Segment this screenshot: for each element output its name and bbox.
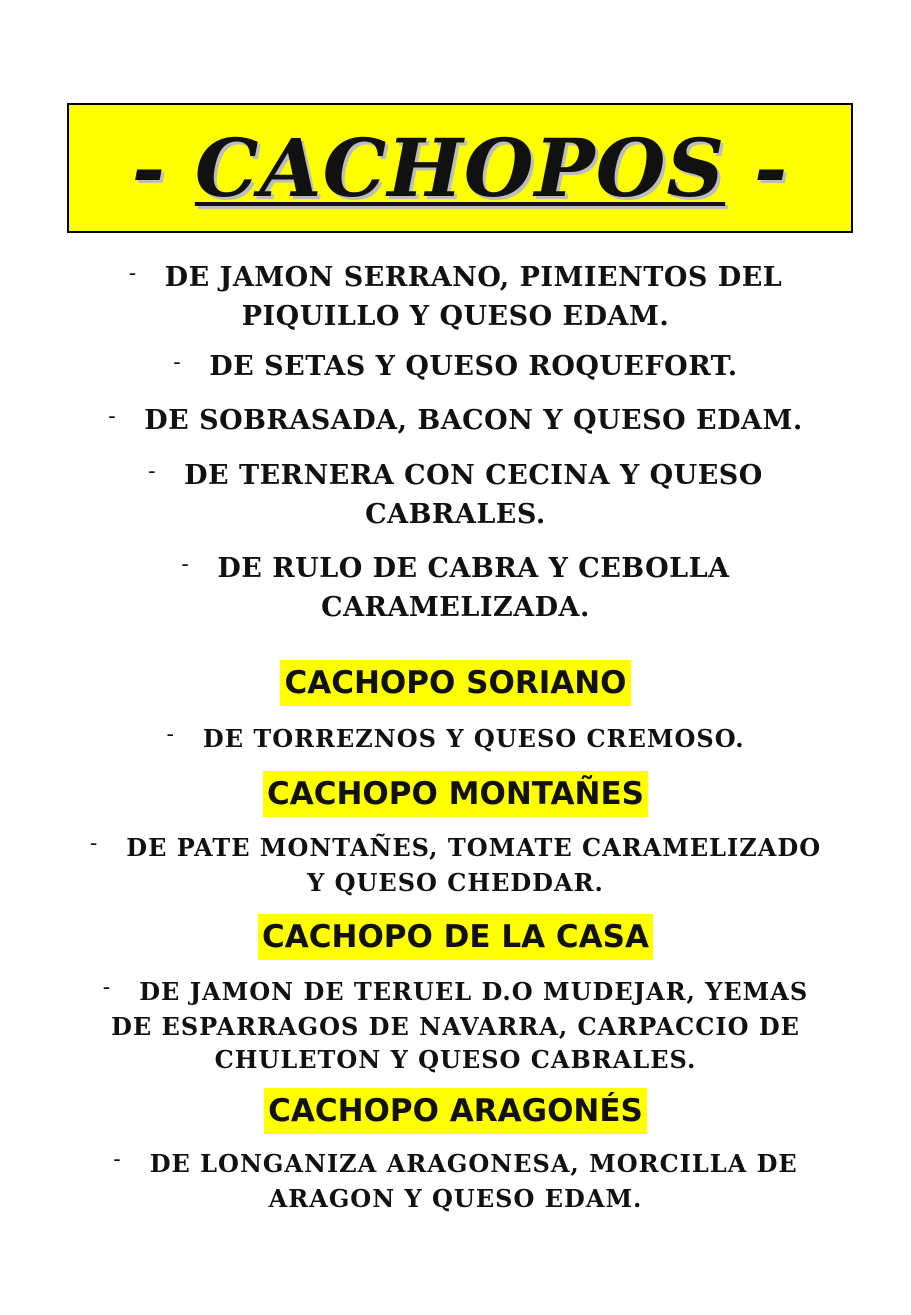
menu-item-text: DE SETAS Y QUESO ROQUEFORT. (209, 351, 738, 382)
page-title (132, 121, 788, 215)
menu-item-text: DE TERNERA CON CECINA Y QUESO CABRALES. (184, 460, 763, 530)
menu-item (40, 348, 871, 387)
menu-item-text: DE TORREZNOS Y QUESO CREMOSO. (202, 724, 745, 753)
menu-item-text: DE JAMON SERRANO, PIMIENTOS DEL PIQUILLO Y QUESO EDAM. (164, 262, 783, 332)
bullet-dash: - (108, 404, 117, 429)
menu-item-text: DE LONGANIZA ARAGONESA, MORCILLA DE ARAGON Y QUESO EDAM. (149, 1149, 798, 1213)
menu-item (40, 259, 871, 335)
title-word: CACHOPOS (194, 121, 726, 215)
bullet-dash: - (166, 722, 175, 747)
menu-item-text: DE PATE MONTAÑES, TOMATE CARAMELIZADO Y QUESO CHEDDAR. (126, 833, 822, 897)
menu-item (40, 457, 871, 533)
section-heading-soriano: CACHOPO SORIANO (0, 660, 911, 706)
menu-item (40, 1147, 871, 1215)
bullet-dash: - (181, 552, 190, 577)
menu-item (40, 975, 871, 1076)
section-heading-montanes: CACHOPO MONTAÑES (0, 771, 911, 817)
bullet-dash: - (173, 350, 182, 375)
title-left-dash: - (131, 121, 195, 215)
bullet-dash: - (102, 975, 112, 1000)
bullet-dash: - (113, 1147, 122, 1172)
title-banner (67, 103, 853, 233)
bullet-dash: - (89, 831, 99, 856)
section-heading-aragones: CACHOPO ARAGONÉS (0, 1088, 911, 1134)
menu-item (40, 831, 871, 899)
menu-item (40, 550, 871, 626)
section-heading-casa: CACHOPO DE LA CASA (0, 914, 911, 960)
title-right-dash: - (725, 121, 789, 215)
menu-item (40, 722, 871, 757)
bullet-dash: - (128, 261, 137, 286)
menu-item-text: DE RULO DE CABRA Y CEBOLLA CARAMELIZADA. (217, 553, 730, 623)
menu-item-text: DE SOBRASADA, BACON Y QUESO EDAM. (144, 405, 803, 436)
menu-item (40, 402, 871, 441)
bullet-dash: - (148, 459, 157, 484)
menu-item-text: DE JAMON DE TERUEL D.O MUDEJAR, YEMAS DE ESPARRAGOS DE NAVARRA, CARPACCIO DE CHULETON Y QUESO CABRALES. (111, 977, 809, 1074)
